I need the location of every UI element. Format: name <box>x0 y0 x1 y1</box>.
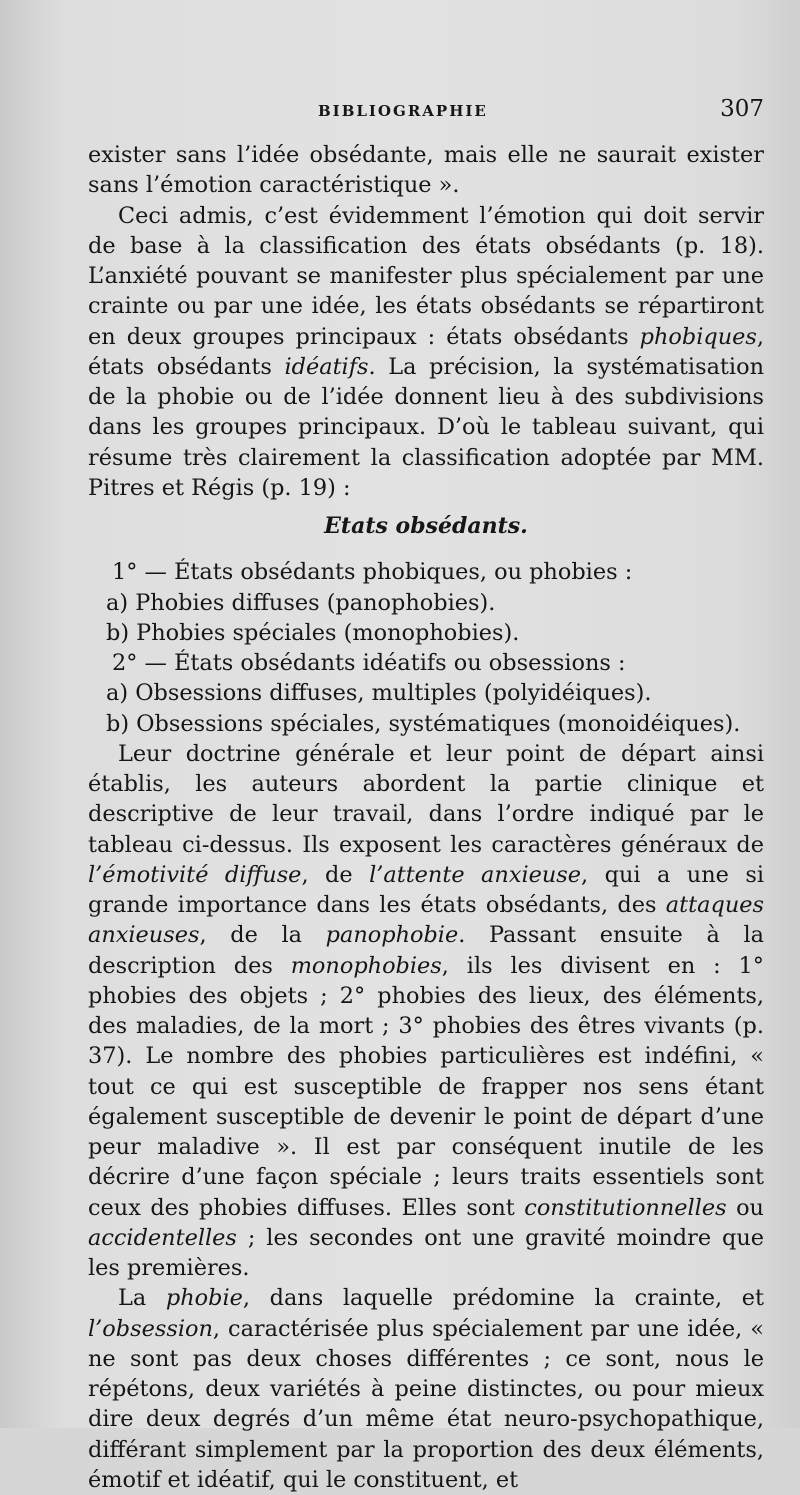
emphasis: l’émotivité diffuse <box>88 861 302 888</box>
paragraph-3-text: , de la <box>199 922 326 949</box>
emphasis: constitutionnelles <box>524 1194 727 1221</box>
paragraph-3-text: ; les secondes ont une gravité moindre que les premières. <box>88 1224 764 1281</box>
list-item: b) Phobies spéciales (monophobies). <box>106 619 520 646</box>
paragraph-3-text: ou <box>726 1194 764 1221</box>
paragraph-4-text: , caractérisée plus spécialement par une idée, « ne sont pas deux choses différentes ; ce sont, nous le répétons, deux variétés à peine distinctes, ou pour mieux dire deux degrés d’un même état neuro-psychopathique, différant simplement par la proportion des deux éléments, émotif et idéatif, qui le constituent, et <box>88 1315 764 1493</box>
paragraph-2-text: Ceci admis, c’est évidemment l’émotion qui doit servir de base à la classification des états obsédants (p. 18). L’anxiété pouvant se manifester plus spécialement par une crainte ou par une idée, les états obsédants se répartiront en deux groupes principaux : états obsédants <box>88 202 764 350</box>
emphasis: accidentelles <box>88 1224 237 1251</box>
paragraph-2 <box>88 201 764 504</box>
emphasis: panophobie <box>325 922 459 949</box>
paragraph-1: exister sans l’idée obsédante, mais elle ne saurait exister sans l’émotion caractéristique ». <box>88 142 764 199</box>
list-item: a) Obsessions diffuses, multiples (polyidéiques). <box>106 680 652 707</box>
emphasis: attaques anxieuses <box>88 892 764 949</box>
paragraph-4 <box>88 1283 764 1495</box>
emphasis: l’attente anxieuse <box>369 861 582 888</box>
paragraph-3-text: , qui a une si grande importance dans les états obsédants, des <box>88 861 764 918</box>
list-item: b) Obsessions spéciales, systématiques (monoidéiques). <box>106 710 741 737</box>
emphasis-phobiques: phobiques <box>639 323 757 350</box>
classification-heading: Etats obsédants. <box>324 513 528 539</box>
running-title: BIBLIOGRAPHIE <box>318 102 488 120</box>
paragraph-3-text: , de <box>301 861 370 888</box>
paragraph-3-text: , ils les divisent en : 1° phobies des objets ; 2° phobies des lieux, des éléments, des maladies, de la mort ; 3° phobies des êtres vivants (p. 37). Le nombre des phobies particulières est indéfini, « tout ce qui est susceptible de frapper nos sens étant également susceptible de devenir le point de départ d’une peur maladive ». Il est par conséquent inutile de les décrire d’une façon spéciale ; leurs traits essentiels sont ceux des phobies diffuses. Elles sont <box>88 952 764 1221</box>
paragraph-2-text: . La précision, la systématisation de la phobie ou de l’idée donnent lieu à des subdivisions dans les groupes principaux. D’où le tableau suivant, qui résume très clairement la classification adoptée par MM. Pitres et Régis (p. 19) : <box>88 353 764 501</box>
paragraph-3 <box>88 739 764 1284</box>
paragraph-3-text: . Passant ensuite à la description des <box>88 922 764 979</box>
paragraph-3-text: Leur doctrine générale et leur point de départ ainsi établis, les auteurs abordent la partie clinique et descriptive de leur travail, dans l’ordre indiqué par le tableau ci-dessus. Ils exposent les caractères généraux de <box>88 740 764 858</box>
body-text <box>88 140 764 1495</box>
emphasis-ideatifs: idéatifs <box>284 353 369 380</box>
emphasis: phobie <box>165 1285 243 1312</box>
emphasis: l’obsession <box>88 1315 213 1342</box>
paragraph-2-text: , états obsédants <box>88 323 764 380</box>
classification-list <box>88 557 764 739</box>
emphasis: monophobies <box>290 952 442 979</box>
page-header <box>88 96 764 130</box>
list-item: 2° — États obsédants idéatifs ou obsessions : <box>112 650 626 676</box>
list-item: 1° — États obsédants phobiques, ou phobies : <box>112 559 633 586</box>
paragraph-4-text: , dans laquelle prédomine la crainte, et <box>242 1285 764 1312</box>
paragraph-4-text: La <box>118 1285 166 1312</box>
page-number: 307 <box>720 96 764 122</box>
list-item: a) Phobies diffuses (panophobies). <box>106 589 496 616</box>
